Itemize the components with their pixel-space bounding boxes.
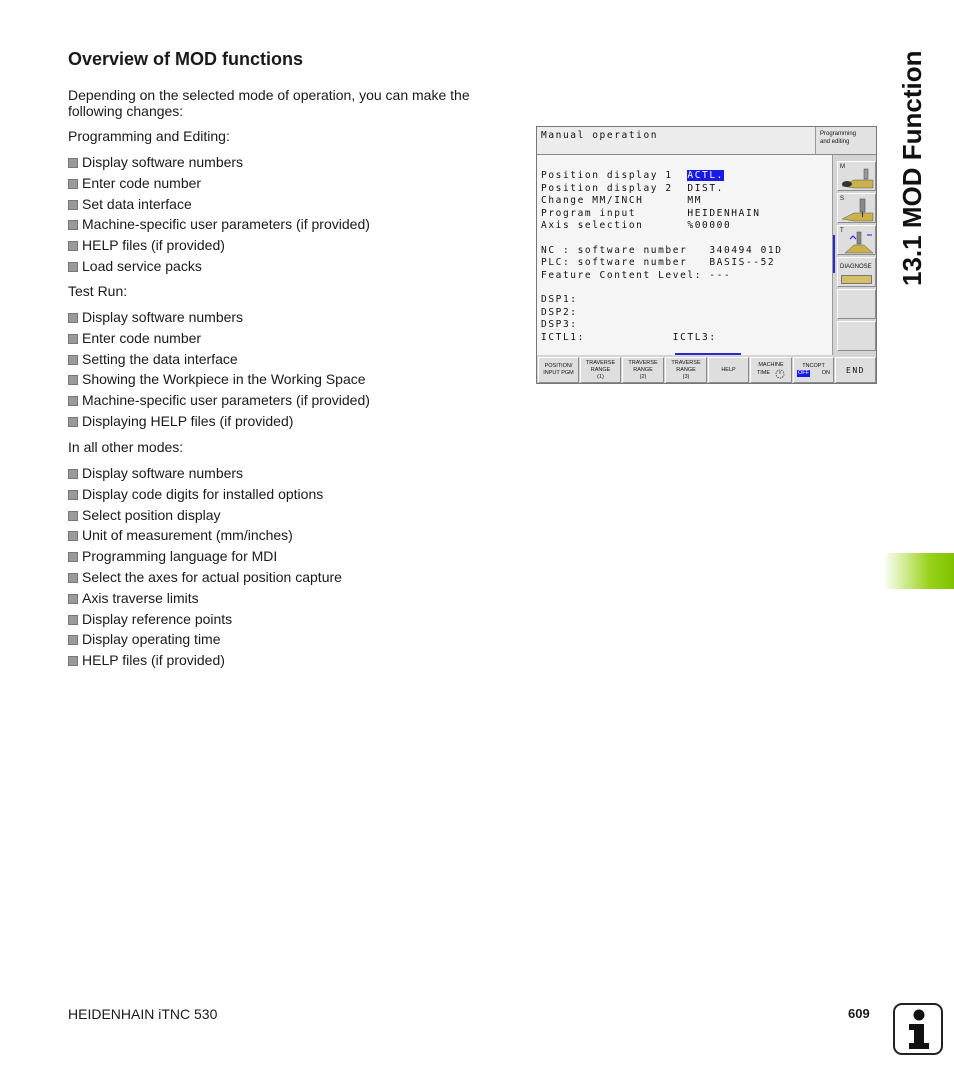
screen-line bbox=[541, 245, 783, 256]
list-item: Select position display bbox=[68, 507, 342, 528]
tncopt-on-option[interactable]: ON bbox=[821, 370, 830, 376]
softkey-empty[interactable] bbox=[837, 321, 876, 351]
screen-line bbox=[541, 270, 731, 281]
screen-line bbox=[541, 220, 731, 231]
softkey-m[interactable] bbox=[837, 161, 876, 191]
secondary-mode-line: and editing bbox=[820, 139, 850, 145]
softkey-label: HELP bbox=[721, 366, 736, 373]
screen-line-label: Feature Content Level: bbox=[541, 269, 710, 281]
softkey-s[interactable] bbox=[837, 193, 876, 223]
info-glyph-icon bbox=[895, 1005, 941, 1053]
screen-line bbox=[541, 319, 578, 330]
screen-line bbox=[541, 294, 578, 305]
section-title-programming: Programming and Editing: bbox=[68, 128, 230, 144]
screen-line-label: DSP1: bbox=[541, 294, 578, 305]
info-icon bbox=[893, 1003, 943, 1055]
softkey-label: S bbox=[840, 196, 845, 202]
screen-mode-header: Manual operation bbox=[537, 127, 816, 155]
screen-line bbox=[541, 170, 724, 181]
softkey-diagnose[interactable] bbox=[837, 257, 876, 287]
diagnose-bar-icon bbox=[841, 275, 872, 284]
softkey-machine-time[interactable] bbox=[750, 357, 792, 383]
programming-list bbox=[68, 154, 370, 279]
active-field-indicator bbox=[675, 353, 741, 355]
screen-line-label: ICTL1: bbox=[541, 331, 673, 343]
test-run-list bbox=[68, 309, 370, 434]
list-item: Enter code number bbox=[68, 330, 370, 351]
screen-line bbox=[541, 208, 761, 219]
list-item: Display software numbers bbox=[68, 154, 370, 175]
intro-paragraph: Depending on the selected mode of operation, you can make the following changes: bbox=[68, 87, 470, 119]
screen-line-label: Axis selection bbox=[541, 220, 688, 231]
softkey-label: (3) bbox=[682, 373, 690, 380]
tncopt-off-option[interactable]: OFF bbox=[798, 370, 809, 376]
screen-line-value[interactable]: DIST. bbox=[687, 182, 724, 194]
list-item: Setting the data interface bbox=[68, 351, 370, 372]
softkey-label: TNCOPT bbox=[802, 363, 825, 369]
screen-line-value: ICTL3: bbox=[672, 331, 717, 343]
softkey-label: MACHINE bbox=[758, 361, 784, 368]
other-modes-list bbox=[68, 465, 342, 673]
softkey-label: POSITION/ bbox=[544, 363, 573, 369]
softkey-traverse-range-3[interactable] bbox=[665, 357, 707, 383]
list-item: Machine-specific user parameters (if provided) bbox=[68, 216, 370, 237]
screen-line-value: --- bbox=[709, 269, 732, 281]
softkey-label: TRAVERSE bbox=[628, 359, 658, 366]
screen-secondary-mode bbox=[816, 127, 876, 155]
screen-line-label: Position display 1 bbox=[541, 170, 688, 181]
screen-line-value[interactable]: MM bbox=[687, 195, 703, 206]
softkey-empty[interactable] bbox=[837, 289, 876, 319]
screen-line-label: PLC: software number bbox=[541, 257, 710, 268]
softkey-label: (1) bbox=[597, 373, 604, 380]
softkey-position-input-pgm[interactable] bbox=[538, 357, 579, 383]
section-title-test-run: Test Run: bbox=[68, 283, 128, 299]
screen-line-label: DSP2: bbox=[541, 306, 578, 318]
page-number: 609 bbox=[848, 1006, 870, 1021]
softkey-traverse-range-2[interactable] bbox=[622, 357, 664, 383]
softkey-label: TIME bbox=[756, 370, 771, 376]
tnc-screenshot bbox=[536, 126, 877, 384]
clock-icon bbox=[775, 369, 785, 379]
softkey-label: TRAVERSE bbox=[585, 359, 616, 366]
list-item: Programming language for MDI bbox=[68, 548, 342, 569]
spindle-tool-icon bbox=[840, 167, 874, 189]
screen-line-label: Position display 2 bbox=[541, 182, 688, 194]
list-item: Display code digits for installed options bbox=[68, 486, 342, 507]
list-item: Display operating time bbox=[68, 631, 342, 652]
list-item: Display reference points bbox=[68, 611, 342, 632]
list-item: Display software numbers bbox=[68, 309, 370, 330]
softkey-row bbox=[751, 369, 791, 379]
screen-line-value[interactable]: HEIDENHAIN bbox=[687, 207, 761, 219]
section-title-other-modes: In all other modes: bbox=[68, 439, 184, 455]
list-item: Enter code number bbox=[68, 175, 370, 196]
softkey-tncopt[interactable] bbox=[793, 357, 834, 383]
list-item: Showing the Workpiece in the Working Space bbox=[68, 371, 370, 392]
footer-product: HEIDENHAIN iTNC 530 bbox=[68, 1006, 218, 1022]
list-item: Axis traverse limits bbox=[68, 590, 342, 611]
softkey-row bbox=[794, 370, 833, 377]
screen-line-label: DSP3: bbox=[541, 319, 578, 330]
softkey-label: RANGE bbox=[590, 366, 611, 373]
screen-line-value[interactable]: %00000 bbox=[687, 220, 732, 231]
screen-line-value: 340494 01D bbox=[709, 244, 783, 256]
secondary-mode-line: Programming bbox=[820, 131, 857, 137]
screen-line-label: Program input bbox=[541, 207, 688, 219]
screen-line bbox=[541, 257, 775, 268]
screen-line-label: Change MM/INCH bbox=[541, 195, 688, 206]
section-heading: Overview of MOD functions bbox=[68, 49, 304, 69]
list-item: Unit of measurement (mm/inches) bbox=[68, 527, 342, 548]
screen-line bbox=[541, 183, 724, 194]
softkey-label: RANGE bbox=[676, 366, 696, 373]
softkey-label: INPUT PGM bbox=[543, 370, 574, 376]
softkey-label: T bbox=[840, 228, 844, 234]
screen-line-label: NC : software number bbox=[541, 244, 710, 256]
softkey-traverse-range-1[interactable] bbox=[580, 357, 621, 383]
softkey-label: RANGE bbox=[633, 366, 653, 373]
softkey-label: TRAVERSE bbox=[671, 359, 701, 366]
spindle-speed-icon bbox=[840, 197, 874, 223]
list-item: Machine-specific user parameters (if provided) bbox=[68, 392, 370, 413]
screen-line bbox=[541, 332, 717, 343]
softkey-t[interactable] bbox=[837, 225, 876, 255]
chapter-title-text: 13.1 MOD Function bbox=[897, 50, 927, 286]
list-item: Displaying HELP files (if provided) bbox=[68, 413, 370, 434]
list-item: Select the axes for actual position capture bbox=[68, 569, 342, 590]
scroll-indicator bbox=[833, 235, 835, 273]
softkey-label: M bbox=[840, 164, 845, 170]
tool-call-icon bbox=[840, 229, 874, 255]
list-item: Display software numbers bbox=[68, 465, 342, 486]
screen-main-area bbox=[537, 155, 833, 355]
list-item: Load service packs bbox=[68, 258, 370, 279]
screen-line bbox=[541, 307, 578, 318]
position-display-1-value[interactable]: ACTL. bbox=[687, 170, 724, 181]
list-item: Set data interface bbox=[68, 196, 370, 217]
screen-line-value: BASIS--52 bbox=[709, 257, 776, 268]
softkey-label: DIAGNOSE bbox=[840, 264, 872, 270]
list-item: HELP files (if provided) bbox=[68, 652, 342, 673]
screen-line bbox=[541, 195, 702, 206]
list-item: HELP files (if provided) bbox=[68, 237, 370, 258]
softkey-label: (2) bbox=[639, 373, 647, 380]
softkey-help[interactable] bbox=[708, 357, 749, 383]
chapter-tab-marker bbox=[883, 553, 954, 589]
softkey-end[interactable] bbox=[835, 357, 876, 383]
softkey-label: END bbox=[846, 365, 865, 375]
